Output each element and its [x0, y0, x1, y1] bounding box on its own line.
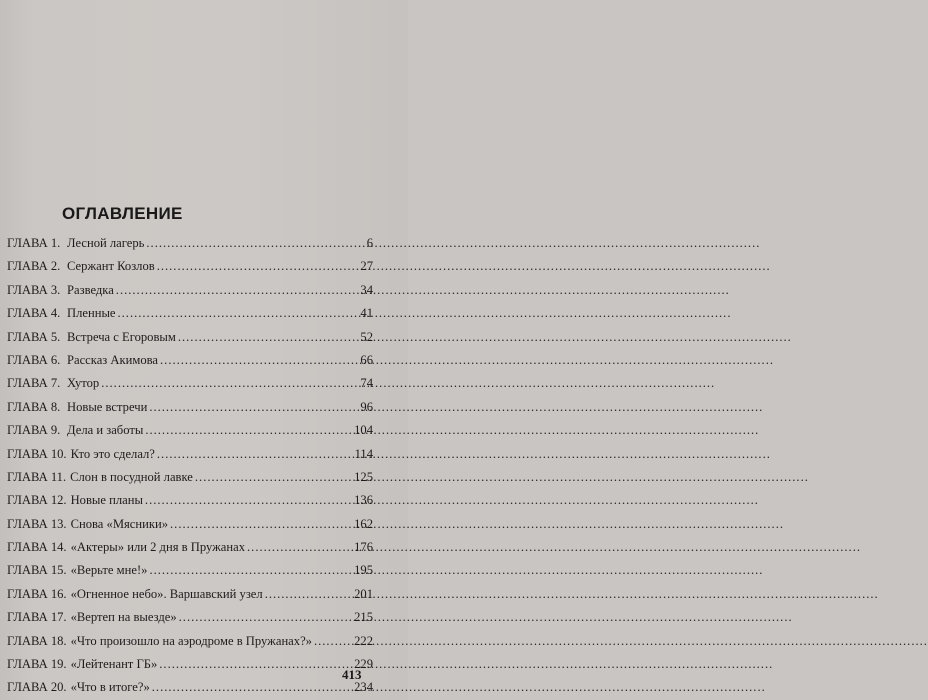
toc-leader-dots [178, 326, 359, 349]
toc-chapter-number: ГЛАВА 9. [7, 423, 61, 438]
toc-entry [7, 630, 373, 653]
toc-page-number: 52 [360, 329, 373, 344]
toc-chapter-number: ГЛАВА 13. [7, 516, 67, 531]
toc-leader-dots [314, 630, 352, 653]
toc-chapter-title: Рассказ Акимова [67, 352, 159, 367]
toc-chapter-number: ГЛАВА 20. [7, 680, 67, 695]
toc-leader-dots [145, 419, 352, 442]
toc-leader-dots [145, 489, 352, 512]
toc-chapter-number: ГЛАВА 4. [7, 306, 61, 321]
toc-entry [7, 372, 373, 395]
toc-list [7, 232, 373, 700]
toc-chapter-number: ГЛАВА 1. [7, 236, 61, 250]
toc-page-number: 136 [354, 493, 373, 508]
toc-leader-dots [170, 513, 352, 536]
toc-entry [7, 419, 373, 442]
toc-page-number: 96 [360, 399, 373, 414]
toc-chapter-number: ГЛАВА 12. [7, 493, 67, 508]
toc-page-number: 176 [354, 540, 373, 555]
toc-chapter-title: Снова «Мясники» [70, 516, 169, 531]
toc-chapter-number: ГЛАВА 16. [7, 586, 67, 601]
toc-page-number: 195 [354, 563, 373, 578]
toc-entry [7, 302, 373, 325]
toc-chapter-title: «Огненное небо». Варшавский узел [70, 586, 263, 601]
toc-page-number: 234 [354, 680, 373, 695]
toc-leader-dots [118, 302, 359, 325]
toc-entry [7, 676, 373, 699]
toc-entry [7, 443, 373, 466]
toc-chapter-number: ГЛАВА 10. [7, 446, 67, 461]
toc-leader-dots [149, 559, 352, 582]
toc-chapter-title: Хутор [67, 376, 100, 391]
toc-leader-dots [146, 232, 364, 255]
toc-chapter-title: «Вертеп на выезде» [70, 610, 177, 625]
toc-page-number: 229 [354, 657, 373, 672]
toc-leader-dots [116, 279, 359, 302]
toc-chapter-title: «Актеры» или 2 дня в Пружанах [70, 540, 246, 555]
toc-chapter-title: «Лейтенант ГБ» [70, 657, 158, 672]
toc-entry [7, 489, 373, 512]
toc-chapter-number: ГЛАВА 19. [7, 657, 67, 672]
toc-leader-dots [157, 255, 359, 278]
toc-leader-dots [195, 466, 352, 489]
toc-entry [7, 583, 373, 606]
toc-chapter-title: Новые встречи [67, 399, 148, 414]
toc-chapter-number: ГЛАВА 3. [7, 282, 61, 297]
toc-leader-dots [247, 536, 352, 559]
toc-chapter-title: Дела и заботы [67, 423, 144, 438]
toc-chapter-number: ГЛАВА 5. [7, 329, 61, 344]
toc-chapter-title: Разведка [67, 282, 114, 297]
toc-chapter-number: ГЛАВА 15. [7, 563, 67, 578]
toc-page-number: 162 [354, 516, 373, 531]
toc-leader-dots [160, 349, 358, 372]
toc-chapter-title: Слон в посудной лавке [70, 469, 193, 484]
toc-page-number: 125 [354, 469, 373, 484]
toc-leader-dots [179, 606, 352, 629]
book-page [0, 0, 408, 700]
toc-chapter-number: ГЛАВА 14. [7, 540, 67, 555]
toc-leader-dots [149, 396, 358, 419]
toc-page-number: 27 [360, 259, 373, 274]
toc-chapter-title: Встреча с Егоровым [67, 329, 176, 344]
toc-chapter-number: ГЛАВА 11. [7, 469, 67, 484]
toc-page-number: 66 [360, 352, 373, 367]
toc-chapter-title: Пленные [67, 306, 116, 321]
toc-page-number: 6 [366, 236, 373, 250]
toc-chapter-title: «Что в итоге?» [70, 680, 150, 695]
toc-chapter-title: Лесной лагерь [67, 236, 145, 250]
toc-entry [7, 653, 373, 676]
toc-leader-dots [101, 372, 358, 395]
toc-page-number: 104 [354, 423, 373, 438]
toc-entry [7, 232, 373, 255]
toc-entry [7, 559, 373, 582]
toc-chapter-title: Новые планы [70, 493, 143, 508]
toc-page-number: 201 [354, 586, 373, 601]
toc-chapter-title: «Что произошло на аэродроме в Пружанах?» [70, 633, 312, 648]
toc-chapter-number: ГЛАВА 17. [7, 610, 67, 625]
toc-entry [7, 396, 373, 419]
toc-chapter-number: ГЛАВА 6. [7, 352, 61, 367]
toc-page-number: 215 [354, 610, 373, 625]
toc-chapter-number: ГЛАВА 8. [7, 399, 61, 414]
toc-page-number: 222 [354, 633, 373, 648]
toc-chapter-number: ГЛАВА 18. [7, 633, 67, 648]
toc-page-number: 114 [354, 446, 373, 461]
toc-entry [7, 255, 373, 278]
toc-chapter-number: ГЛАВА 2. [7, 259, 61, 274]
toc-chapter-title: Кто это сделал? [70, 446, 155, 461]
toc-leader-dots [159, 653, 352, 676]
toc-page-number: 74 [360, 376, 373, 391]
toc-entry [7, 536, 373, 559]
toc-chapter-number: ГЛАВА 7. [7, 376, 61, 391]
toc-entry [7, 606, 373, 629]
toc-leader-dots [152, 676, 352, 699]
toc-entry [7, 513, 373, 536]
toc-chapter-title: «Верьте мне!» [70, 563, 148, 578]
toc-heading: ОГЛАВЛЕНИЕ [62, 204, 183, 223]
toc-entry [7, 279, 373, 302]
toc-entry [7, 349, 373, 372]
toc-leader-dots [265, 583, 352, 606]
toc-entry [7, 466, 373, 489]
page-number: 413 [342, 667, 362, 682]
toc-leader-dots [157, 443, 353, 466]
toc-entry [7, 326, 373, 349]
toc-page-number: 34 [360, 282, 373, 297]
toc-page-number: 41 [360, 306, 373, 321]
toc-chapter-title: Сержант Козлов [67, 259, 155, 274]
